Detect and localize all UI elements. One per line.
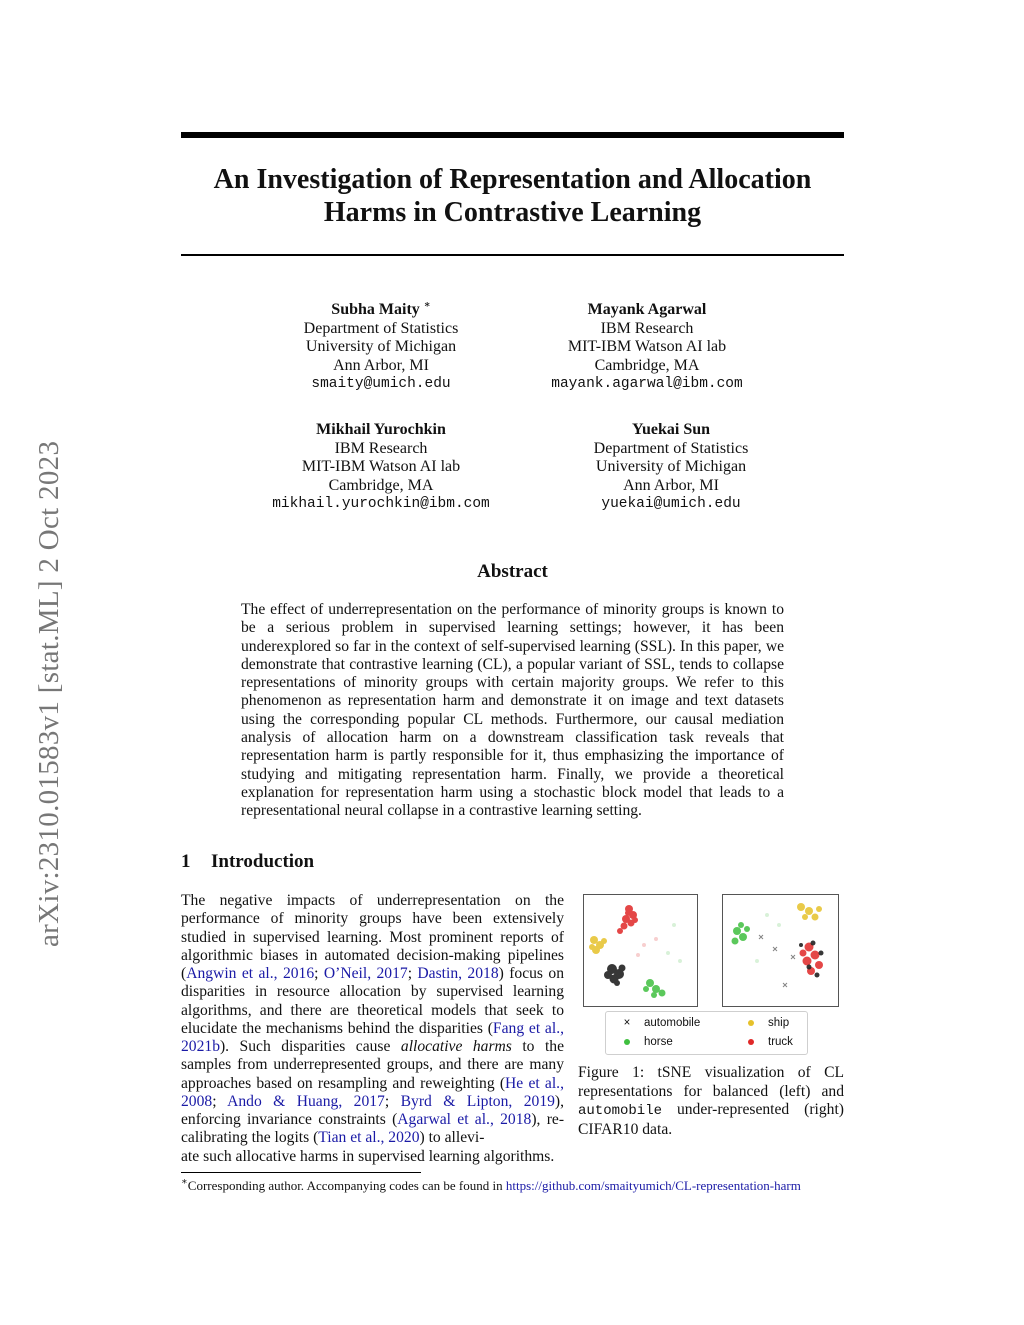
github-link[interactable]: https://github.com/smaityumich/CL-representation-harm bbox=[505, 1178, 801, 1193]
title-bottom-rule bbox=[181, 254, 844, 256]
author-name: Subha Maity ∗ bbox=[331, 299, 431, 318]
citation-link[interactable]: O’Neil, 2017 bbox=[323, 965, 408, 982]
intro-paragraph: The negative impacts of underrepresentation on the performance of minority groups have been extensively studied in supervised learning. Most prominent reports of algorithmic biases in automated decision-making pipelines (Angwin et al., 2016; O’Neil, 2017; Dastin, 2018) focus on disparities in resource allocation by supervised learning algorithms, and there are theoretical models that seek to elucidate the mechanisms behind the disparities (Fang et al., 2021b). Such disparities cause allocative harms to the samples from underrepresented groups, and there are many approaches based on resampling and reweighting (He et al., 2008; Ando & Huang, 2017; Byrd & Lipton, 2019), enforcing invariance constraints (Agarwal et al., 2018), re-calibrating the logits (Tian et al., 2020) to allevi- bbox=[181, 892, 565, 1147]
author-affiliation: Department of Statistics bbox=[593, 439, 749, 457]
author-affiliation: MIT-IBM Watson AI lab bbox=[567, 338, 727, 355]
abstract-heading: Abstract bbox=[477, 561, 548, 582]
author-block-1 bbox=[231, 301, 531, 394]
figure-caption: Figure 1: tSNE visualization of CL representations for balanced (left) and automobile under-represented (right) CIFAR10 data. bbox=[578, 1064, 844, 1138]
intro-last-line: ate such allocative harms in supervised learning algorithms. bbox=[181, 1148, 555, 1165]
citation-link[interactable]: Angwin et al., 2016 bbox=[186, 965, 315, 982]
citation-link[interactable]: Dastin, 2018 bbox=[417, 965, 499, 982]
footnote-rule bbox=[181, 1172, 421, 1173]
title-line-2: Harms in Contrastive Learning bbox=[323, 197, 702, 228]
section-heading bbox=[181, 851, 314, 873]
legend-item-horse: horse bbox=[620, 1036, 673, 1048]
author-block-3 bbox=[231, 421, 531, 514]
arxiv-identifier: arXiv:2310.01583v1 [stat.ML] 2 Oct 2023 bbox=[33, 440, 65, 947]
tsne-plot-balanced bbox=[583, 894, 698, 1007]
author-location: Cambridge, MA bbox=[594, 356, 700, 374]
tsne-scatter-left bbox=[584, 895, 697, 1006]
author-block-2 bbox=[497, 301, 797, 394]
dot-marker-icon bbox=[744, 1017, 758, 1029]
title-top-rule bbox=[181, 132, 844, 138]
author-affiliation: University of Michigan bbox=[595, 458, 747, 475]
dot-marker-icon bbox=[744, 1036, 758, 1048]
author-name: Mayank Agarwal bbox=[587, 301, 707, 318]
author-location: Cambridge, MA bbox=[328, 476, 434, 494]
citation-link[interactable]: Agarwal et al., 2018 bbox=[397, 1111, 532, 1128]
tsne-plot-underrepresented bbox=[722, 894, 839, 1007]
citation-link[interactable]: Tian et al., 2020 bbox=[318, 1129, 420, 1147]
cross-marker-icon: × bbox=[623, 1017, 631, 1029]
footnote: ∗Corresponding author. Accompanying codes can be found in https://github.com/smaityumich/CL-representation-harm bbox=[181, 1176, 801, 1193]
legend-item-ship: ship bbox=[744, 1017, 789, 1029]
section-title: Introduction bbox=[211, 851, 315, 872]
tsne-scatter-right bbox=[723, 895, 838, 1006]
author-affiliation: Department of Statistics bbox=[303, 319, 459, 337]
citation-link[interactable]: Ando & Huang, 2017 bbox=[227, 1092, 385, 1110]
author-name: Yuekai Sun bbox=[631, 421, 711, 438]
author-location: Ann Arbor, MI bbox=[333, 356, 429, 374]
citation-link[interactable]: He et al., 2008 bbox=[181, 1074, 564, 1110]
legend-item-automobile: × automobile bbox=[620, 1017, 700, 1029]
citation-link[interactable]: Fang et al., 2021b bbox=[181, 1019, 564, 1055]
author-affiliation: University of Michigan bbox=[305, 338, 457, 355]
abstract-body: The effect of underrepresentation on the performance of minority groups is known to be a serious problem in supervised learning settings; however, it has been underexplored so far in the context of self-supervised learning (SSL). In this paper, we demonstrate that contrastive learning (CL), a popular variant of SSL, tends to collapse representations of minority groups with certain majority groups. We refer to this phenomenon as representation harm and demonstrate it on image and text datasets using the corresponding popular CL methods. Furthermore, our causal mediation analysis of allocation harm on a downstream classification task reveals that representation harm is partly responsible for it, thus emphasizing the importance of studying and mitigating representation harm. Finally, we provide a theoretical explanation for representation harm using a stochastic block model that leads to a representational neural collapse in a contrastive learning setting. bbox=[241, 601, 784, 820]
author-affiliation: IBM Research bbox=[600, 319, 694, 337]
figure-legend bbox=[605, 1011, 808, 1055]
citation-link[interactable]: Byrd & Lipton, 2019 bbox=[400, 1092, 555, 1110]
author-location: Ann Arbor, MI bbox=[623, 476, 719, 494]
author-email: smaity@umich.edu bbox=[311, 376, 451, 392]
title-line-1: An Investigation of Representation and Allocation bbox=[213, 164, 812, 195]
legend-item-truck: truck bbox=[744, 1036, 793, 1048]
paper-title bbox=[181, 163, 844, 229]
author-affiliation: IBM Research bbox=[334, 439, 428, 457]
dot-marker-icon bbox=[620, 1036, 634, 1048]
author-name: Mikhail Yurochkin bbox=[316, 421, 446, 438]
author-block-4 bbox=[521, 421, 821, 514]
section-number: 1 bbox=[181, 851, 191, 872]
author-affiliation: MIT-IBM Watson AI lab bbox=[301, 458, 461, 475]
author-email: mikhail.yurochkin@ibm.com bbox=[272, 496, 490, 512]
author-email: mayank.agarwal@ibm.com bbox=[551, 376, 743, 392]
author-email: yuekai@umich.edu bbox=[601, 496, 741, 512]
